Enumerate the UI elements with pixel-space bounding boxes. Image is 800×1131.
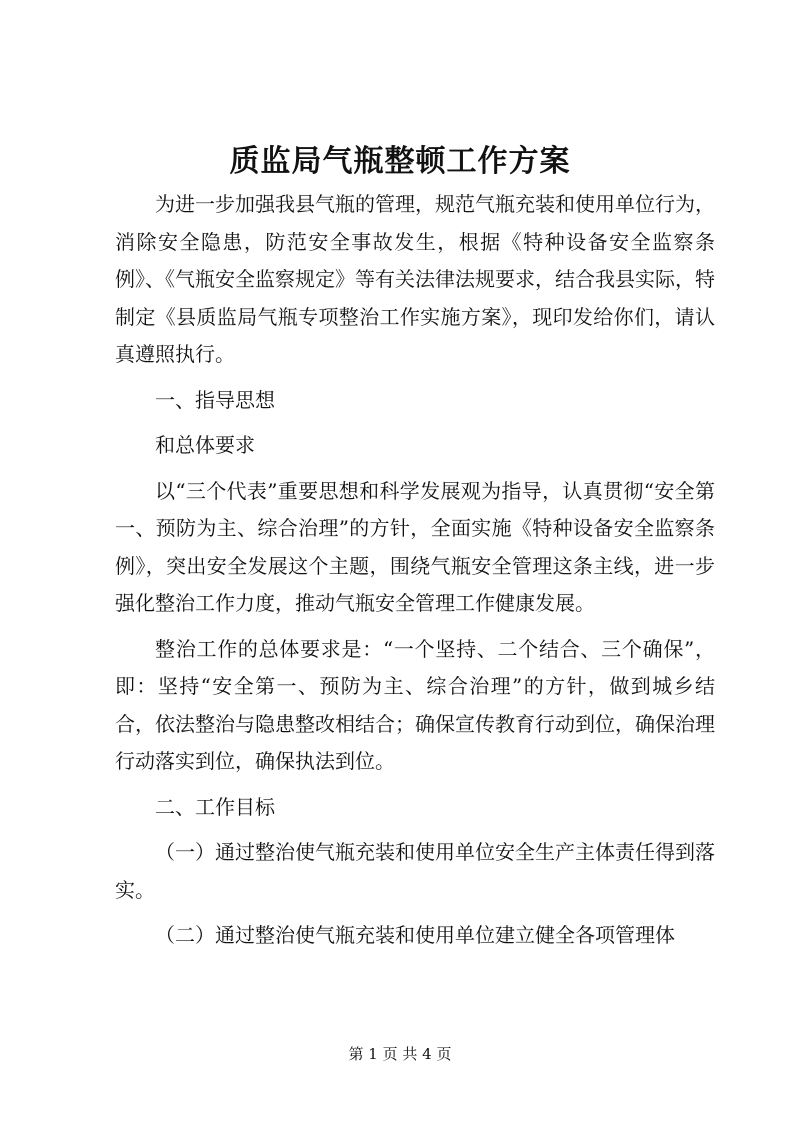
goal-item-2: （二）通过整治使气瓶充装和使用单位建立健全各项管理体 (155, 923, 675, 947)
document-body (115, 186, 715, 963)
paragraph-overall-requirements: 整治工作的总体要求是：“一个坚持、二个结合、三个确保”，即：坚持“安全第一、预防为主、综合治理”的方针，做到城乡结合，依法整治与隐患整改相结合；确保宣传教育行动到位，确保治理行动落实到位，确保执法到位。 (115, 636, 715, 773)
document-title: 质监局气瓶整顿工作方案 (229, 144, 571, 179)
section-heading-overall-requirements: 和总体要求 (155, 433, 255, 457)
goal-item-1: （一）通过整治使气瓶充装和使用单位安全生产主体责任得到落实。 (115, 840, 715, 902)
page-footer: 第 1 页 共 4 页 (348, 1045, 452, 1063)
section-heading-guiding-thought: 一、指导思想 (155, 387, 275, 412)
section-heading-work-goals: 二、工作目标 (155, 794, 275, 819)
paragraph-guiding-principle: 以“三个代表”重要思想和科学发展观为指导，认真贯彻“安全第一、预防为主、综合治理”的方针，全面实施《特种设备安全监察条例》，突出安全发展这个主题，围绕气瓶安全管理这条主线，进一步强化整治工作力度，推动气瓶安全管理工作健康发展。 (115, 478, 715, 615)
paragraph-intro: 为进一步加强我县气瓶的管理，规范气瓶充装和使用单位行为，消除安全隐患，防范安全事故发生，根据《特种设备安全监察条例》、《气瓶安全监察规定》等有关法律法规要求，结合我县实际，特制定《县质监局气瓶专项整治工作实施方案》，现印发给你们，请认真遵照执行。 (115, 192, 715, 366)
